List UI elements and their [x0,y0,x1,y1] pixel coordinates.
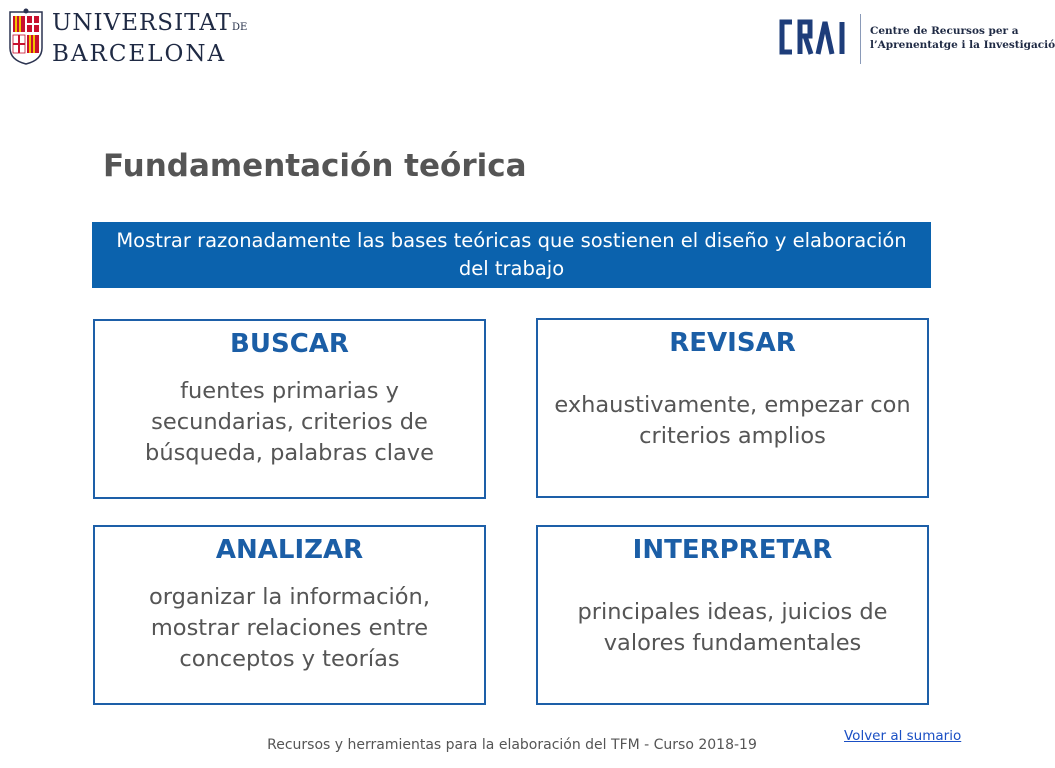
summary-banner [92,222,931,288]
university-wordmark: UNIVERSITATDE BARCELONA [52,10,248,67]
crai-mark-icon [778,18,852,56]
crai-logo [778,14,1055,64]
card-title: BUSCAR [230,329,349,359]
card-body: fuentes primarias y secundarias, criterios de búsqueda, palabras clave [145,377,434,466]
page-title: Fundamentación teórica [103,148,527,184]
card-body: organizar la información, mostrar relaciones entre conceptos y teorías [149,583,430,672]
card-interpretar [536,525,929,705]
card-title: REVISAR [669,328,796,358]
university-seal-icon [6,8,46,66]
card-analizar [93,525,486,705]
card-body: principales ideas, juicios de valores fundamentales [577,599,888,656]
card-title: ANALIZAR [215,535,364,565]
card-title: INTERPRETAR [632,535,833,565]
summary-banner-text: Mostrar razonadamente las bases teóricas que sostienen el diseño y elaboración del trabajo [116,229,907,280]
back-to-summary-link[interactable]: Volver al sumario [844,728,962,744]
crai-wordmark: Centre de Recursos per a l’Aprenentatge i la Investigació [870,25,1055,51]
crai-divider [860,14,861,64]
card-buscar [93,319,486,499]
card-revisar [536,318,929,498]
footer-caption: Recursos y herramientas para la elaboración del TFM - Curso 2018-19 [267,737,757,753]
card-body: exhaustivamente, empezar con criterios amplios [554,392,911,449]
